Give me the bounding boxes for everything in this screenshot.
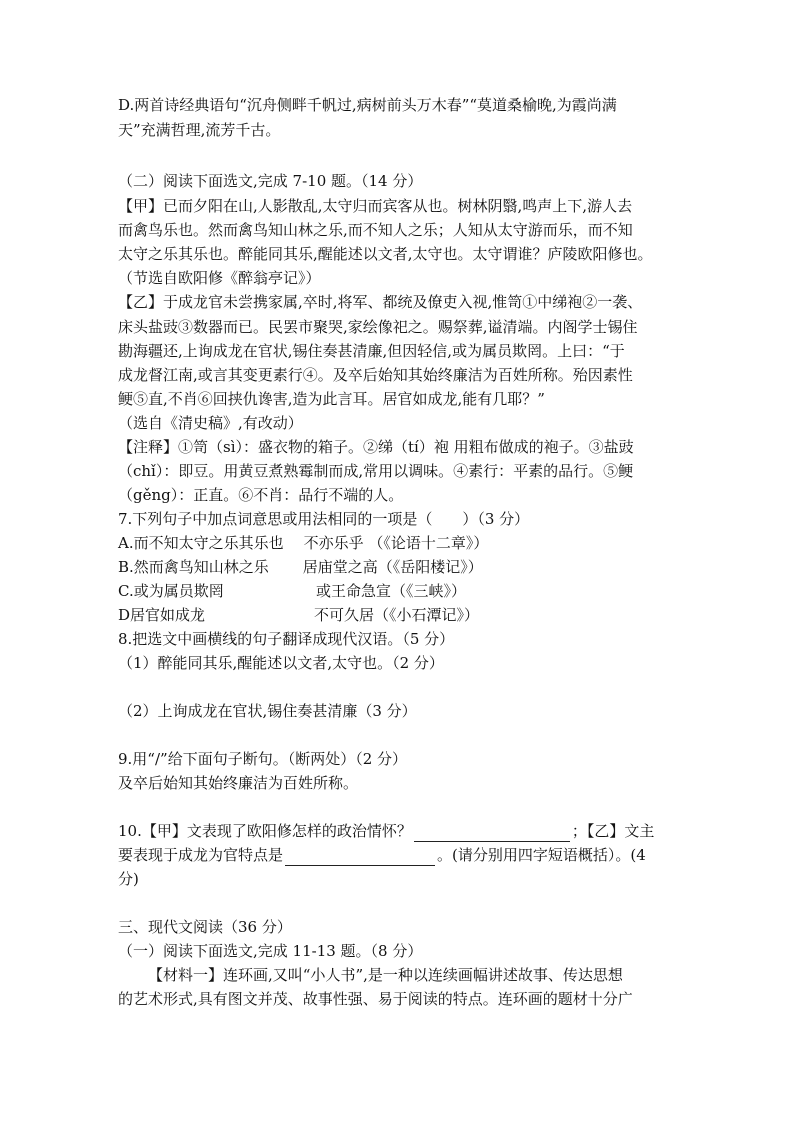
option-b-left: B.然而禽鸟知山林之乐 <box>118 558 269 576</box>
question-10-part-d: 。(请分别用四字短语概括）。(4 <box>437 846 646 864</box>
section-3-title: 三、现代文阅读（36 分） <box>118 918 292 936</box>
question-10-part-b: ；【乙】文主 <box>571 822 655 840</box>
option-d-line-2: 天”充满哲理,流芳千古。 <box>118 121 281 139</box>
question-7-option-b <box>118 556 483 578</box>
material-1-line-1: 【材料一】连环画,又叫“小人书”,是一种以连续画幅讲述故事、传达思想 <box>148 966 623 984</box>
passage-jia-line-1: 【甲】已而夕阳在山,人影散乱,太守归而宾客从也。树林阴翳,鸣声上下,游人去 <box>118 197 633 215</box>
passage-yi-line-5: 鲠⑤直,不肖⑥回挟仇谗害,造为此言耳。居官如成龙,能有几耶？” <box>118 390 545 408</box>
option-b-right: 居庙堂之高（《岳阳楼记》） <box>302 558 483 576</box>
passage-yi-line-4: 成龙督江南,或言其变更素行④。及卒后始知其始终廉洁为百姓所称。殆因素性 <box>118 366 633 384</box>
question-9: 9.用“/”给下面句子断句。（断两处）（2 分） <box>118 750 408 768</box>
question-8: 8.把选文中画横线的句子翻译成现代汉语。（5 分） <box>118 630 455 648</box>
question-7-option-d <box>118 604 479 626</box>
option-a-right: 不亦乐乎 （《论语十二章》） <box>303 534 489 552</box>
option-d-right: 不可久居（《小石潭记》） <box>314 606 480 624</box>
question-10-line-2 <box>118 844 646 866</box>
passage-yi-line-2: 床头盐豉③数器而已。民罢市聚哭,家绘像祀之。赐祭葬,谥清端。内阁学士锡住 <box>118 318 638 336</box>
section-3-part-1-title: （一）阅读下面选文,完成 11-13 题。（8 分） <box>118 942 423 960</box>
passage-yi-source: （选自《清史稿》,有改动） <box>118 414 303 432</box>
passage-yi-line-1: 【乙】于成龙官未尝携家属,卒时,将军、都统及僚吏入视,惟笥①中绨袍②一袭、 <box>118 293 643 311</box>
option-d-line-1: D.两首诗经典语句“沉舟侧畔千帆过,病树前头万木春”“莫道桑榆晚,为霞尚满 <box>118 96 617 114</box>
notes-line-1: 【注释】①笥（sì）：盛衣物的箱子。②绨（tí）袍 用粗布做成的袍子。③盐豉 <box>118 438 634 456</box>
passage-jia-source: （节选自欧阳修《醉翁亭记》） <box>118 269 321 287</box>
notes-line-2: （chǐ）：即豆。用黄豆煮熟霉制而成,常用以调味。④素行：平素的品行。⑤鲠 <box>118 462 634 480</box>
notes-line-3: （gěng）：正直。⑥不肖：品行不端的人。 <box>118 486 404 504</box>
passage-jia-line-2: 而禽鸟乐也。然而禽鸟知山林之乐,而不知人之乐；人知从太守游而乐，而不知 <box>118 221 633 239</box>
section-2-title: （二）阅读下面选文,完成 7-10 题。（14 分） <box>118 172 423 190</box>
option-d-left: D居官如成龙 <box>118 606 206 624</box>
option-a-left: A.而不知太守之乐其乐也 <box>118 534 284 552</box>
question-9-text: 及卒后始知其始终廉洁为百姓所称。 <box>118 774 359 792</box>
question-7: 7.下列句子中加点词意思或用法相同的一项是（ ）（3 分） <box>118 510 530 528</box>
question-10-line-3: 分) <box>118 870 139 888</box>
passage-jia-line-3: 太守之乐其乐也。醉能同其乐,醒能述以文者,太守也。太守谓谁？庐陵欧阳修也。 <box>118 245 653 263</box>
question-8-part-1: （1）醉能同其乐,醒能述以文者,太守也。（2 分） <box>118 654 444 672</box>
option-c-left: C.或为属员欺罔 <box>118 582 224 600</box>
option-c-right: 或王命急宣（《三峡》） <box>316 582 467 600</box>
question-7-option-a <box>118 532 488 554</box>
answer-blank-2[interactable] <box>285 849 435 866</box>
question-7-option-c <box>118 580 466 602</box>
answer-blank-1[interactable] <box>414 825 570 842</box>
passage-yi-line-3: 勘海疆还,上询成龙在官状,锡住奏甚清廉,但因轻信,或为属员欺罔。上曰：“于 <box>118 342 625 360</box>
material-1-line-2: 的艺术形式,具有图文并茂、故事性强、易于阅读的特点。连环画的题材十分广 <box>118 990 633 1008</box>
question-10-part-a: 10.【甲】文表现了欧阳修怎样的政治情怀？ <box>118 822 412 840</box>
question-10-part-c: 要表现于成龙为官特点是 <box>118 846 284 864</box>
question-8-part-2: （2）上询成龙在官状,锡住奏甚清廉（3 分） <box>118 702 417 720</box>
question-10-line-1 <box>118 820 654 842</box>
